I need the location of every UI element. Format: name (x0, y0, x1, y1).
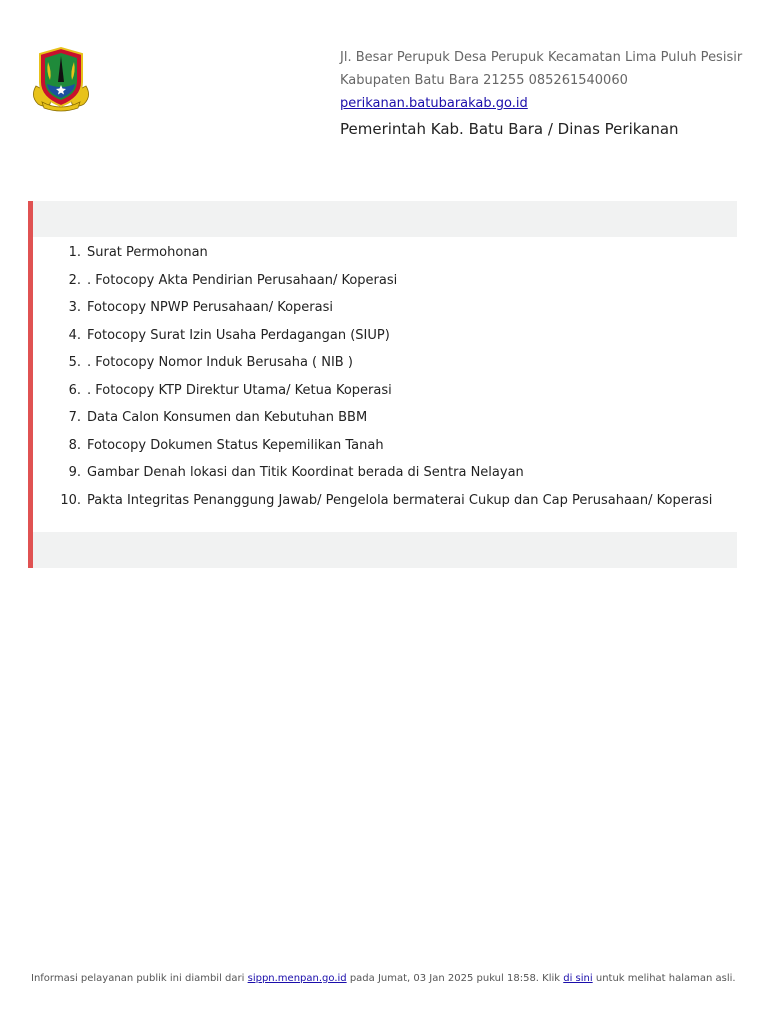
list-item-text: Pakta Integritas Penanggung Jawab/ Pengelola bermaterai Cukup dan Cap Perusahaan/ Koperasi (87, 492, 713, 508)
list-item-number: 8. (68, 437, 81, 453)
list-item-text: Fotocopy Dokumen Status Kepemilikan Tanah (87, 437, 384, 453)
source-footer (31, 973, 736, 984)
footer-middle: pada Jumat, 03 Jan 2025 pukul 18:58. Klik (349, 973, 561, 984)
list-item-number: 10. (60, 492, 81, 508)
list-item-number: 5. (68, 355, 81, 370)
list-item (68, 410, 712, 438)
list-item-text: . Fotocopy Nomor Induk Berusaha ( NIB ) (87, 355, 353, 370)
list-item (68, 437, 712, 466)
list-item-number: 3. (68, 300, 81, 315)
address-line-1: Jl. Besar Perupuk Desa Perupuk Kecamatan Lima Puluh Pesisir (340, 50, 743, 65)
footer-suffix: untuk melihat halaman asli. (595, 973, 736, 984)
list-item-text: Fotocopy Surat Izin Usaha Perdagangan (SIUP) (87, 327, 390, 343)
agency-name: Pemerintah Kab. Batu Bara / Dinas Perikanan (340, 120, 679, 138)
list-item (68, 382, 712, 411)
panel-footer-bar (33, 532, 737, 568)
list-item-text: . Fotocopy Akta Pendirian Perusahaan/ Koperasi (87, 272, 398, 288)
list-item (60, 492, 713, 521)
list-item-text: Surat Permohonan (87, 245, 208, 260)
original-page-link[interactable]: di sini (563, 973, 593, 984)
list-item-text: Gambar Denah lokasi dan Titik Koordinat berada di Sentra Nelayan (87, 465, 524, 480)
list-item (68, 355, 712, 383)
address-line-2: Kabupaten Batu Bara 21255 085261540060 (340, 73, 628, 88)
list-item-number: 1. (68, 245, 81, 260)
website-link[interactable]: perikanan.batubarakab.go.id (340, 96, 528, 111)
list-item-number: 7. (68, 410, 81, 425)
list-item-number: 9. (68, 465, 81, 480)
footer-prefix: Informasi pelayanan publik ini diambil dari (31, 973, 245, 984)
batu-bara-regency-emblem-icon (30, 46, 92, 112)
list-item-text: . Fotocopy KTP Direktur Utama/ Ketua Koperasi (87, 382, 392, 398)
list-item-number: 2. (68, 272, 81, 288)
list-item-number: 4. (68, 327, 81, 343)
list-item (68, 465, 712, 493)
list-item (68, 327, 712, 356)
list-item-number: 6. (68, 382, 81, 398)
list-item (68, 245, 712, 273)
list-item (68, 300, 712, 328)
source-link[interactable]: sippn.menpan.go.id (247, 973, 347, 984)
requirements-list (60, 245, 713, 520)
list-item-text: Fotocopy NPWP Perusahaan/ Koperasi (87, 300, 333, 315)
list-item-text: Data Calon Konsumen dan Kebutuhan BBM (87, 410, 368, 425)
requirements-panel (28, 201, 737, 568)
header-info (340, 46, 760, 140)
list-item (68, 272, 712, 301)
panel-header-bar (33, 201, 737, 237)
